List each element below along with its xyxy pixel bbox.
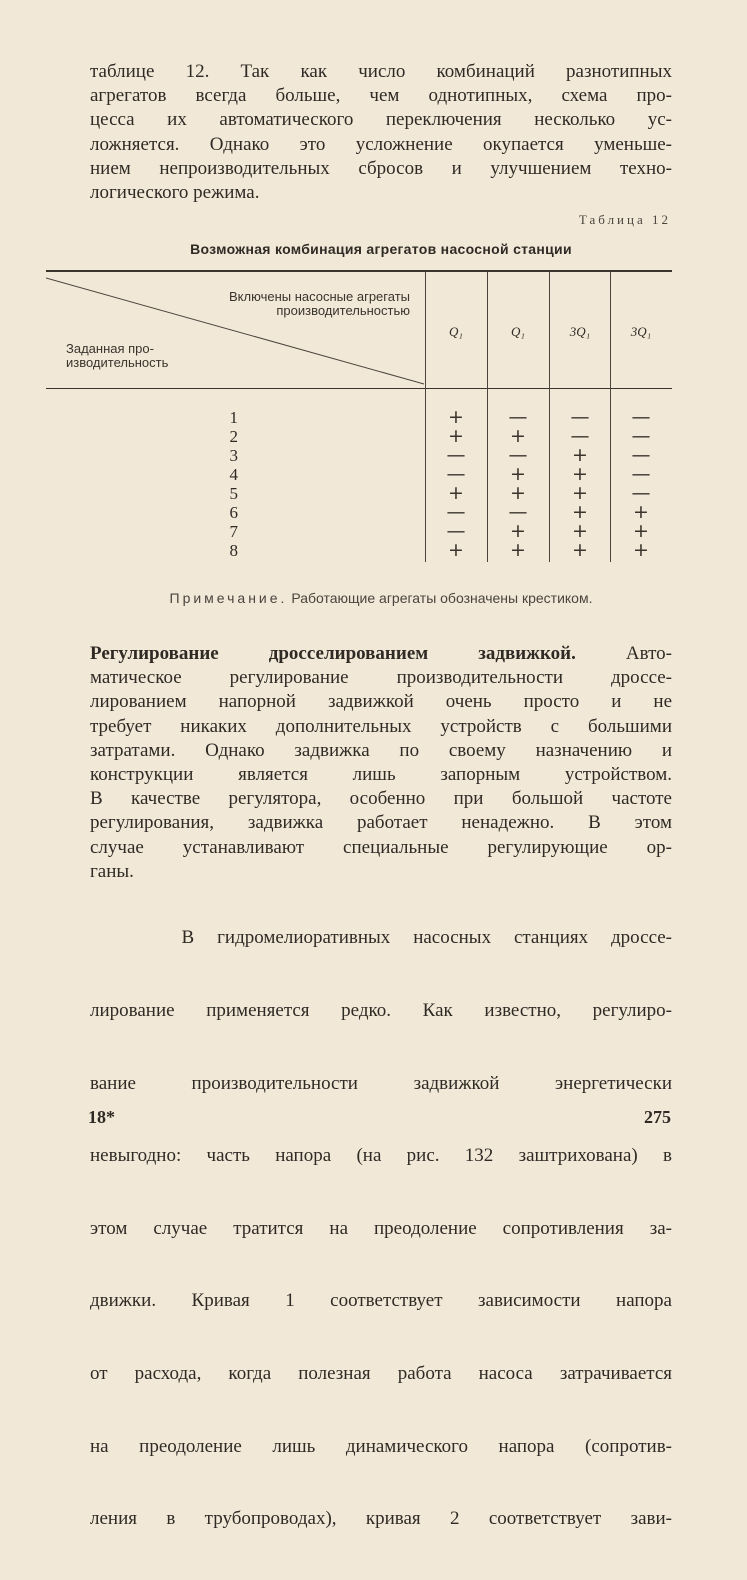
table-cell: — [631,482,651,504]
intro-line: цесса их автоматического переключения несколько ус- [90,109,672,131]
paragraph-line: ления в трубопроводах), кривая 2 соответствует зави- [90,1508,672,1530]
table-cell: — [631,463,651,485]
column-header: Q₁ [449,324,463,339]
table-cell: — [446,444,466,466]
paragraph-line: лирование применяется редко. Как известно, регулиро- [90,1000,672,1022]
table-cell: + [572,539,588,561]
section-line: лированием напорной задвижкой очень просто и не [90,691,672,713]
table-cell: — [446,520,466,542]
table-cell: + [448,406,464,428]
table-cell: + [633,501,649,523]
intro-line: логического режима. [90,182,260,204]
intro-paragraph [90,60,672,205]
row-number: 3 [229,446,238,465]
paragraph-line: движки. Кривая 1 соответствует зависимости напора [90,1290,672,1312]
header-rows-caption: Заданная про- изводительность [66,341,169,370]
table-cell: — [508,406,528,428]
note-label: Примечание. [169,590,288,606]
header-columns-caption: Включены насосные агрегаты производительностью [229,289,410,318]
section-line: случае устанавливают специальные регулирующие ор- [90,836,672,858]
note-text: Работающие агрегаты обозначены крестиком. [287,590,593,606]
table-cell: — [508,501,528,523]
table-cell: — [570,406,590,428]
table-cell: — [631,406,651,428]
row-number: 1 [229,408,238,427]
table-cell: + [572,444,588,466]
row-number: 7 [229,522,238,541]
column-header: 3Q₁ [569,324,591,339]
table-note [90,590,672,606]
paragraph-line: на преодоление лишь динамического напора (сопротив- [90,1435,672,1457]
row-number: 2 [229,427,238,446]
table-label: Таблица 12 [578,212,671,227]
paragraph-hydromelioration [90,878,672,1580]
table-cell: + [572,520,588,542]
section-line: затратами. Однако задвижка по своему назначению и [90,739,672,761]
intro-line: нием непроизводительных сбросов и улучшением техно- [90,157,672,179]
table-header-rule [46,388,672,389]
table-cell: + [633,520,649,542]
table-cell: + [448,482,464,504]
table-cell: — [631,425,651,447]
paragraph-line: невыгодно: часть напора (на рис. 132 заштрихована) в [90,1145,672,1167]
table-cell: — [570,425,590,447]
column-header: Q₁ [511,324,525,339]
section-heading: Регулирование дросселированием задвижкой. [90,643,576,664]
table-cell: + [510,539,526,561]
row-number: 6 [229,503,238,522]
section-line: матическое регулирование производительности дроссе- [90,667,672,689]
paragraph-line: от расхода, когда полезная работа насоса затрачивается [90,1363,672,1385]
table-cell: + [448,539,464,561]
table-cell: + [510,520,526,542]
table-cell: + [510,482,526,504]
page-number: 275 [644,1107,671,1127]
table-cell: — [631,444,651,466]
section-line: регулирования, задвижка работает ненадежно. В этом [90,812,672,834]
table-title: Возможная комбинация агрегатов насосной станции [190,241,572,257]
column-header: 3Q₁ [630,324,652,339]
intro-line: ложняется. Однако это усложнение окупается уменьше- [90,133,672,155]
intro-line: таблице 12. Так как число комбинаций разнотипных [90,61,672,82]
table-cell: — [446,501,466,523]
table-cell: + [448,425,464,447]
table-cell: + [572,482,588,504]
intro-line: агрегатов всегда больше, чем однотипных, схема про- [90,85,672,107]
paragraph-line: вание производительности задвижкой энергетически [90,1072,672,1094]
row-number: 8 [229,541,238,560]
row-number: 4 [229,465,238,484]
section-first-line: Регулирование дросселированием задвижкой. Авто- [90,643,672,664]
table-cell: + [633,539,649,561]
table-cell: — [508,444,528,466]
section-line: ганы. [90,860,134,882]
signature-mark: 18* [88,1107,115,1127]
section-line: В качестве регулятора, особенно при большой частоте [90,788,672,810]
section-line: требует никаких дополнительных устройств с большими [90,715,672,737]
table-cell: + [510,425,526,447]
table-cell: + [572,501,588,523]
paragraph-line: В гидромелиоративных насосных станциях дроссе- [90,927,672,949]
table-cell: — [446,463,466,485]
row-number: 5 [229,484,238,503]
paragraph-line: этом случае тратится на преодоление сопротивления за- [90,1217,672,1239]
section-regulation-throttling [90,642,672,884]
table-cell: + [510,463,526,485]
table-cell: + [572,463,588,485]
section-line: конструкции является лишь запорным устройством. [90,764,672,786]
